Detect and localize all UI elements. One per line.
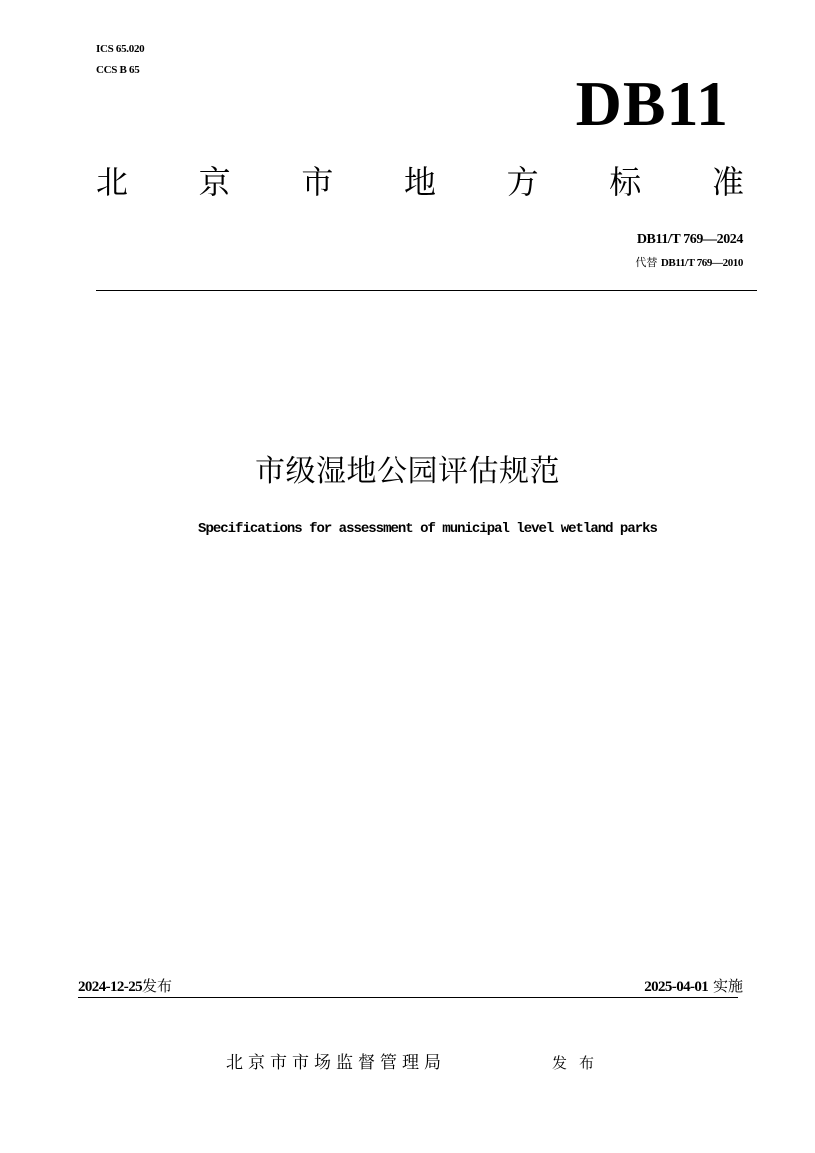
standard-type-char: 市 — [301, 163, 334, 201]
replaced-standard-number: DB11/T 769—2010 — [660, 257, 743, 269]
footer-divider — [78, 997, 738, 998]
document-title-en: Specifications for assessment of municipal level wetland parks — [198, 521, 657, 537]
standard-number: DB11/T 769—2024 — [636, 232, 743, 247]
implement-label: 实施 — [712, 977, 743, 995]
standard-type-char: 准 — [711, 163, 744, 201]
standard-type-char: 北 — [96, 163, 129, 201]
standard-type-char: 方 — [506, 163, 539, 201]
publisher-name: 北京市市场监督管理局 — [226, 1053, 446, 1073]
header-divider — [96, 290, 757, 291]
ics-code: ICS 65.020 — [96, 43, 145, 55]
implement-date: 2025-04-01 — [644, 979, 709, 995]
replaces-prefix: 代替 — [635, 256, 658, 269]
standard-type-char: 京 — [198, 163, 231, 201]
publish-label: 发布 — [552, 1054, 607, 1072]
issue-label: 发布 — [142, 977, 173, 995]
replaces-line — [635, 256, 743, 270]
standard-type-char: 地 — [403, 163, 436, 201]
standard-logo: DB11 — [575, 68, 729, 139]
implement-date-line — [644, 976, 743, 997]
standard-type-heading — [96, 162, 744, 202]
document-title-zh: 市级湿地公园评估规范 — [255, 454, 560, 489]
issue-date-line — [78, 976, 172, 997]
issue-date: 2024-12-25 — [78, 979, 142, 995]
ccs-code: CCS B 65 — [96, 64, 140, 76]
standard-type-char: 标 — [609, 163, 642, 201]
